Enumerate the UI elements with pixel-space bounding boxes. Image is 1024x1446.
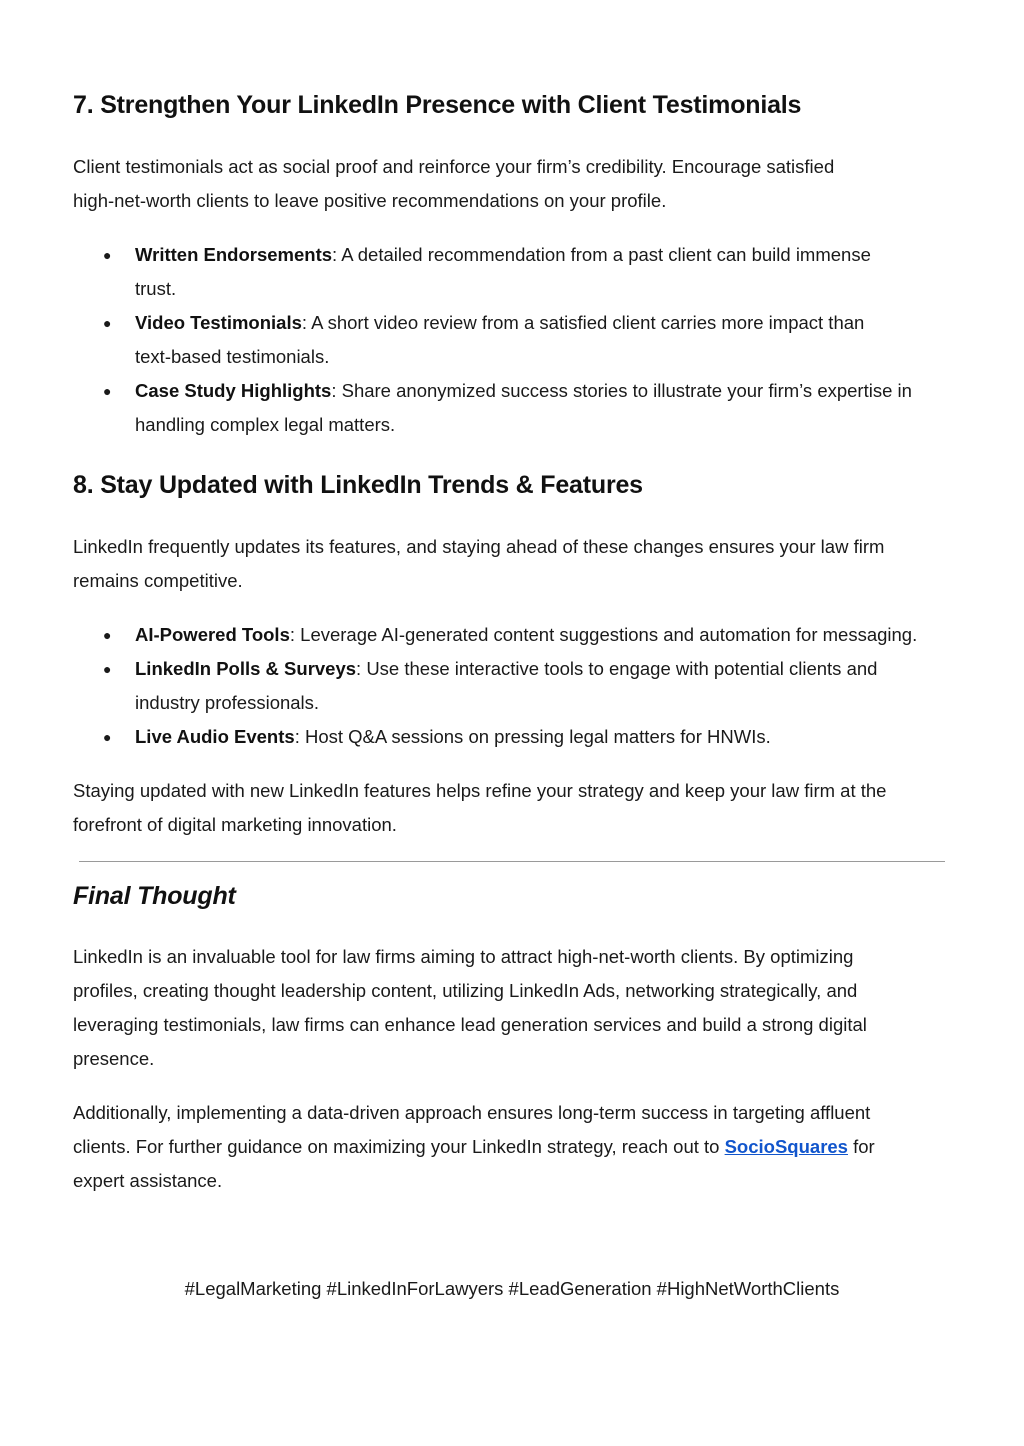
list-item-linkedin-polls-surveys [73,652,951,720]
final-paragraph-1 [73,940,951,1076]
section-8-intro [73,530,951,598]
final-thought-heading: Final Thought [73,882,236,910]
list-item-case-study-highlights [73,374,951,442]
section-8-intro-line-2: remains competitive. [73,570,243,591]
final-paragraph-2-line-2 [73,1130,951,1164]
list-item-text-cont: text-based testimonials. [135,346,330,367]
section-8-intro-line-1: LinkedIn frequently updates its features, and staying ahead of these changes ensures your law firm [73,536,885,557]
list-item-text-cont: trust. [135,278,177,299]
list-item-text: : A detailed recommendation from a past client can build immense [332,244,871,265]
list-item-title: Video Testimonials [135,312,302,333]
final-paragraph-2 [73,1096,951,1198]
section-8-outro-line-1: Staying updated with new LinkedIn features helps refine your strategy and keep your law firm at the [73,780,887,801]
list-item-title: Written Endorsements [135,244,333,265]
list-item-ai-powered-tools [73,618,951,652]
list-item-text-cont: handling complex legal matters. [135,414,396,435]
bullet-icon: ● [103,247,112,263]
final-paragraph-2-text-after: for [847,1136,875,1157]
list-item-text: : Use these interactive tools to engage with potential clients and [356,658,878,679]
bullet-icon: ● [103,729,112,745]
list-item-text-cont: industry professionals. [135,692,320,713]
bullet-icon: ● [103,315,112,331]
section-7-list [73,238,951,442]
list-item-written-endorsements [73,238,951,306]
list-item-text: : Share anonymized success stories to illustrate your firm’s expertise in [331,380,912,401]
section-7-intro-line-1: Client testimonials act as social proof and reinforce your firm’s credibility. Encourage satisfied [73,156,835,177]
section-divider [79,861,945,862]
final-paragraph-2-text-before: clients. For further guidance on maximizing your LinkedIn strategy, reach out to [73,1136,725,1157]
list-item-text: : Leverage AI-generated content suggestions and automation for messaging. [289,624,918,645]
section-7-intro-line-2: high-net-worth clients to leave positive recommendations on your profile. [73,190,667,211]
final-paragraph-1-line-2: profiles, creating thought leadership content, utilizing LinkedIn Ads, networking strategically, and [73,980,858,1001]
section-8-outro-line-2: forefront of digital marketing innovation. [73,814,397,835]
bullet-icon: ● [103,661,112,677]
hashtags: #LegalMarketing #LinkedInForLawyers #LeadGeneration #HighNetWorthClients [184,1278,840,1299]
list-item-live-audio-events [73,720,951,754]
list-item-text: : A short video review from a satisfied client carries more impact than [301,312,865,333]
list-item-title: LinkedIn Polls & Surveys [135,658,357,679]
section-8-outro [73,774,951,842]
final-paragraph-1-line-3: leveraging testimonials, law firms can enhance lead generation services and build a strong digital [73,1014,867,1035]
section-8-list [73,618,951,754]
final-paragraph-1-line-4: presence. [73,1048,155,1069]
list-item-title: Live Audio Events [135,726,295,747]
final-paragraph-2-line-1: Additionally, implementing a data-driven approach ensures long-term success in targeting affluent [73,1102,871,1123]
section-8-heading: 8. Stay Updated with LinkedIn Trends & Features [73,471,643,499]
final-paragraph-2-line-3: expert assistance. [73,1170,223,1191]
list-item-title: Case Study Highlights [135,380,332,401]
bullet-icon: ● [103,627,112,643]
section-7-intro [73,150,951,218]
sociosquares-link[interactable]: SocioSquares [724,1136,848,1157]
list-item-text: : Host Q&A sessions on pressing legal matters for HNWIs. [294,726,771,747]
bullet-icon: ● [103,383,112,399]
list-item-title: AI-Powered Tools [135,624,290,645]
section-7-heading: 7. Strengthen Your LinkedIn Presence with Client Testimonials [73,91,802,119]
final-paragraph-1-line-1: LinkedIn is an invaluable tool for law firms aiming to attract high-net-worth clients. By optimizing [73,946,854,967]
list-item-video-testimonials [73,306,951,374]
